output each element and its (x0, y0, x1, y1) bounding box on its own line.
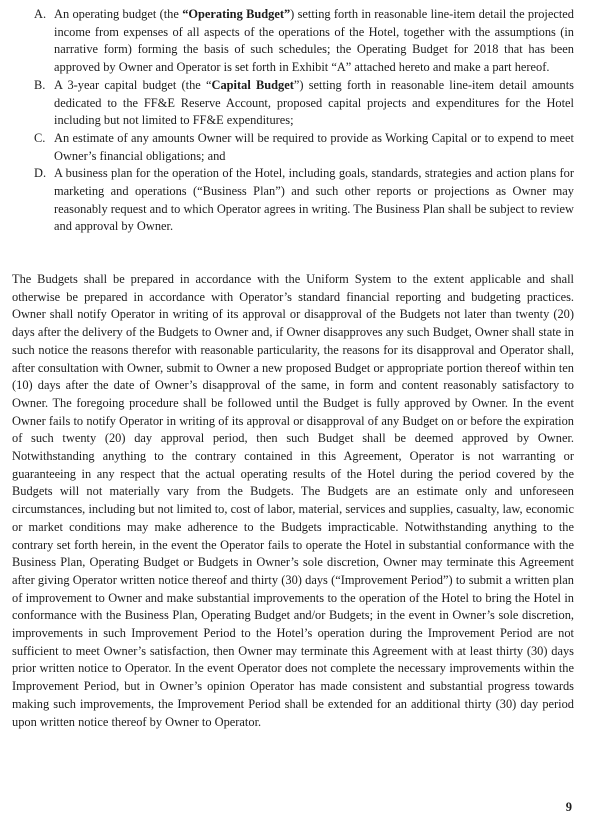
defined-term-capital-budget: Capital Budget (211, 77, 294, 92)
list-item-operating-budget (34, 6, 574, 77)
list-marker: D. (34, 166, 47, 181)
list-marker: A. (34, 7, 47, 21)
item-text-suffix: ) setting forth in reasonable line-item detail the projected income from expenses of all aspects of the operations of the Hotel, together with the assumptions (in narrative form) forming the basis of such schedules; the Operating Budget for 2018 that has been approved by Owner and Operator is set forth in Exhibit “A” attached hereto and make a part hereof. (54, 7, 574, 75)
budgets-approval-paragraph: The Budgets shall be prepared in accordance with the Uniform System to the extent applicable and shall otherwise be prepared in accordance with Operator’s standard financial reporting and budgeting practices. Owner shall notify Operator in writing of its approval or disapproval of the Budgets not later than twenty (20) days after the delivery of the Budgets to Owner and, if Owner disapproves any such Budget, Owner shall state in such notice the reasons therefor with reasonable particularity, the reasons for its disapproval and Operator shall, after consultation with Owner, submit to Owner a new proposed Budget or appropriate portion thereof within ten (10) days after the date of Owner’s disapproval of the same, in form and content reasonably satisfactory to Owner. The foregoing procedure shall be followed until the Budget is fully approved by Owner. In the event Owner fails to notify Operator in writing of its approval or disapproval of any Budget on or before the expiration of such twenty (20) day approval period, then such Budget shall be deemed approved by Owner. Notwithstanding anything to the contrary contained in this Agreement, Operator is not warranting or guaranteeing in any respect that the actual operating results of the Hotel during the period covered by the Budgets will not materially vary from the Budgets. The Budgets are an estimate only and unforeseen circumstances, including but not limited to, cost of labor, material, services and supplies, casualty, law, economic or market conditions may make adherence to the Budgets impracticable. Notwithstanding anything to the contrary set forth herein, in the event the Operator fails to operate the Hotel in substantial conformance with the Business Plan, Operating Budget or Budgets in Owner’s sole discretion, Owner may terminate this Agreement after giving Operator written notice thereof and thirty (30) days (“Improvement Period”) to submit a written plan of improvement to Owner and make substantial improvements to the operation of the Hotel to bring the Hotel in conformance with the Business Plan, Operating Budget and/or Budgets; in the event in Owner’s sole discretion, improvements in such Improvement Period to the Hotel’s operation during the Improvement Period are not sufficient to meet Owner’s satisfaction, then Owner may terminate this Agreement with at least thirty (30) days prior written notice to Operator. In the event Operator does not complete the necessary improvements within the Improvement Period, but in Owner’s opinion Operator has made consistent and substantial progress towards making such improvements, the Improvement Period shall be extended for an additional thirty (30) day period upon written notice thereof by Owner to Operator. (12, 272, 574, 729)
item-text-prefix: A 3-year capital budget (the “ (54, 77, 212, 92)
item-text: An estimate of any amounts Owner will be required to provide as Working Capital or to expend to meet Owner’s financial obligations; and (54, 130, 574, 163)
budget-items-list (34, 6, 574, 236)
item-text: A business plan for the operation of the Hotel, including goals, standards, strategies and action plans for marketing and operations (“Business Plan”) and such other reports or projections as Owner may reasonably request and to which Operator agrees in writing. The Business Plan shall be subject to review and approval by Owner. (54, 166, 574, 234)
list-item-capital-budget (34, 77, 574, 130)
list-marker: C. (34, 130, 46, 145)
defined-term-operating-budget: “Operating Budget” (182, 7, 291, 21)
item-text-suffix: ”) setting forth in reasonable line-item detail amounts dedicated to the FF&E Reserve Account, proposed capital projects and expenditures for the Hotel including but not limited to FF&E expenditures; (54, 77, 574, 128)
list-item-business-plan (34, 165, 574, 236)
page-number: 9 (565, 800, 572, 815)
item-text-prefix: An operating budget (the (54, 7, 183, 21)
list-marker: B. (34, 77, 46, 92)
list-item-working-capital-estimate (34, 130, 574, 165)
